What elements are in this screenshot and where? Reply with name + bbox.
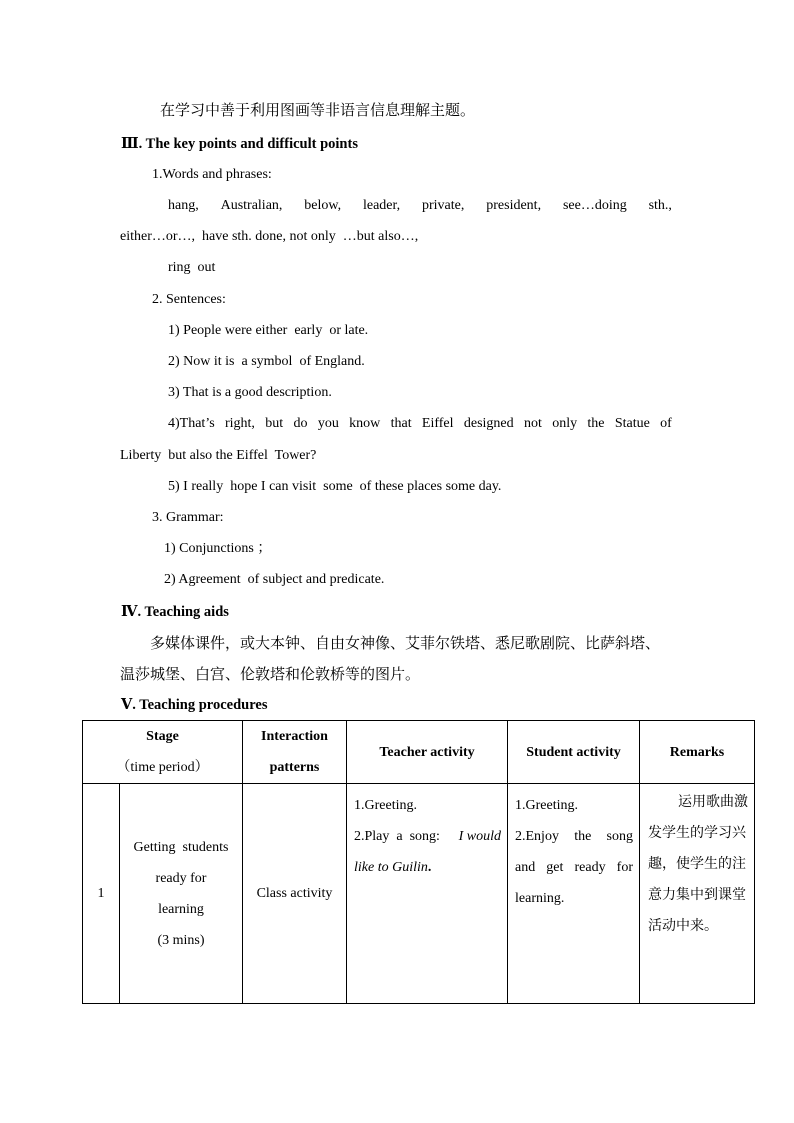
song-title-part-1: I would	[458, 829, 501, 844]
sentence-3: 3) That is a good description.	[168, 385, 332, 400]
song-title-part-2: like to Guilin	[354, 860, 428, 875]
word: for	[616, 860, 633, 875]
teacher-activity-cell	[347, 784, 508, 1004]
header-stage-sub: （time period）	[116, 760, 209, 775]
student-activity-2	[515, 821, 633, 852]
sentence-4-line-1	[168, 414, 672, 434]
words-line-1	[168, 196, 672, 216]
word: sth.,	[648, 198, 672, 213]
words-title: 1.Words and phrases:	[152, 167, 272, 182]
word: do	[293, 416, 308, 431]
word: you	[317, 416, 339, 431]
grammar-title: 3. Grammar:	[152, 510, 224, 525]
word: hang,	[168, 198, 199, 213]
teaching-aids-line-2: 温莎城堡、白宫、伦敦塔和伦敦桥等的图片。	[120, 665, 421, 683]
stage-line-4: (3 mins)	[157, 932, 205, 948]
sentence-5: 5) I really hope I can visit some of these places some day.	[168, 479, 502, 494]
section-5-heading: Ⅴ. Teaching procedures	[121, 697, 268, 713]
sentence-4-line-2: Liberty but also the Eiffel Tower?	[120, 448, 317, 463]
stage-cell	[120, 784, 243, 1004]
word: Statue	[614, 416, 650, 431]
section-4-heading: Ⅳ. Teaching aids	[121, 604, 229, 620]
intro-line: 在学习中善于利用图画等非语言信息理解主题。	[160, 101, 476, 119]
header-remarks: Remarks	[640, 721, 755, 784]
words-line-3: ring out	[168, 260, 216, 275]
word: that	[390, 416, 412, 431]
word: only	[552, 416, 578, 431]
table-header-row	[83, 721, 755, 784]
word: designed	[463, 416, 514, 431]
student-activity-4: learning.	[515, 891, 565, 906]
header-student-activity: Student activity	[508, 721, 640, 784]
student-activity-1: 1.Greeting.	[515, 798, 578, 813]
song-title-period: .	[427, 860, 432, 875]
teacher-activity-2-prefix: 2.Play a song:	[354, 829, 440, 844]
sentences-title: 2. Sentences:	[152, 292, 226, 307]
word: Eiffel	[421, 416, 454, 431]
word: and	[515, 860, 536, 875]
sentence-2: 2) Now it is a symbol of England.	[168, 354, 365, 369]
grammar-2: 2) Agreement of subject and predicate.	[164, 572, 385, 587]
header-interaction-line-1: Interaction	[261, 729, 328, 744]
header-interaction-line-2: patterns	[269, 760, 320, 775]
remarks-cell	[640, 784, 755, 1004]
header-teacher-activity: Teacher activity	[347, 721, 508, 784]
table-row	[83, 784, 755, 1004]
word: leader,	[362, 198, 401, 213]
word: the	[587, 416, 605, 431]
teacher-activity-1: 1.Greeting.	[354, 798, 417, 813]
header-stage-label: Stage	[146, 729, 179, 744]
word: 2.Enjoy	[515, 829, 559, 844]
teacher-activity-2-cont	[354, 852, 501, 883]
word: see…doing	[562, 198, 627, 213]
teacher-activity-2	[354, 821, 501, 852]
student-activity-3	[515, 852, 633, 883]
word: of	[660, 416, 672, 431]
word: get	[546, 860, 564, 875]
procedures-table	[82, 720, 755, 1004]
sentence-1: 1) People were either early or late.	[168, 323, 369, 338]
word: private,	[422, 198, 465, 213]
row-number: 1	[83, 784, 120, 1004]
stage-line-3: learning	[158, 901, 204, 917]
word: right,	[224, 416, 255, 431]
interaction-cell: Class activity	[243, 784, 347, 1004]
student-activity-cell	[508, 784, 640, 1004]
teaching-aids-line-1: 多媒体课件，或大本钟、自由女神像、艾菲尔铁塔、悉尼歌剧院、比萨斜塔、	[150, 634, 661, 652]
word: not	[523, 416, 542, 431]
remarks-text: 运用歌曲激发学生的学习兴趣，使学生的注意力集中到课堂活动中来。	[648, 794, 748, 934]
word: below,	[304, 198, 342, 213]
word: song	[606, 829, 633, 844]
word: the	[574, 829, 592, 844]
word: Australian,	[220, 198, 283, 213]
word: 4)That’s	[168, 416, 215, 431]
word: but	[265, 416, 284, 431]
word: know	[349, 416, 381, 431]
stage-line-2: ready for	[155, 870, 207, 886]
stage-line-1: Getting students	[133, 839, 229, 855]
words-line-2: either…or…, have sth. done, not only …but also…,	[120, 229, 419, 244]
section-3-heading: Ⅲ. The key points and difficult points	[121, 136, 358, 152]
header-interaction	[243, 721, 347, 784]
header-stage	[83, 721, 243, 784]
word: ready	[574, 860, 606, 875]
word: president,	[486, 198, 542, 213]
grammar-1: 1) Conjunctions ；	[164, 541, 272, 556]
